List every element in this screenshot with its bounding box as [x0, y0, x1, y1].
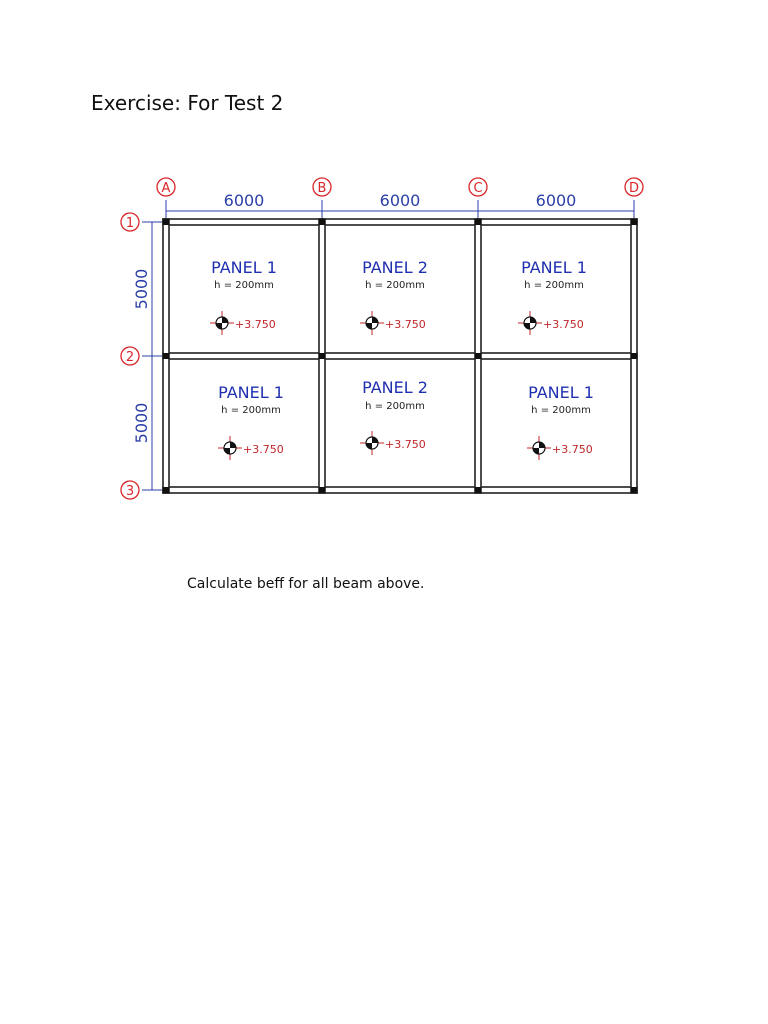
level-marker-icon	[518, 311, 542, 335]
level-value: +3.750	[385, 438, 426, 451]
level-marker-icon	[360, 431, 384, 455]
svg-text:C: C	[473, 181, 483, 196]
level-value: +3.750	[552, 443, 593, 456]
level-value: +3.750	[543, 318, 584, 331]
level-marker-icon	[218, 436, 242, 460]
panel-name: PANEL 1	[218, 383, 284, 402]
panel-name: PANEL 2	[362, 378, 428, 397]
panel-a1-b2	[210, 258, 277, 335]
svg-text:2: 2	[125, 350, 135, 365]
grid-bubble-3	[121, 481, 139, 499]
span-dimension-bc: 6000	[379, 191, 421, 210]
grid-bubble-c	[469, 178, 487, 196]
beam-row-1	[163, 219, 637, 225]
panel-thickness: h = 200mm	[365, 280, 425, 291]
level-value: +3.750	[385, 318, 426, 331]
panel-c2-d3	[527, 383, 594, 460]
svg-text:A: A	[161, 181, 171, 196]
panel-name: PANEL 2	[362, 258, 428, 277]
span-dimension-23: 5000	[132, 402, 151, 444]
grid-bubble-d	[625, 178, 643, 196]
panel-name: PANEL 1	[211, 258, 277, 277]
grid-bubble-a	[157, 178, 175, 196]
level-value: +3.750	[235, 318, 276, 331]
level-marker-icon	[527, 436, 551, 460]
page-title: Exercise: For Test 2	[91, 91, 284, 115]
svg-text:B: B	[317, 181, 327, 196]
panel-b2-c3	[360, 378, 428, 455]
grid-bubble-2	[121, 347, 139, 365]
instruction-text: Calculate beff for all beam above.	[187, 576, 425, 592]
svg-text:1: 1	[125, 216, 135, 231]
span-dimension-cd: 6000	[535, 191, 577, 210]
panel-a2-b3	[218, 383, 284, 460]
panel-c1-d2	[518, 258, 587, 335]
level-marker-icon	[210, 311, 234, 335]
level-marker-icon	[360, 311, 384, 335]
beam-row-3	[163, 487, 637, 493]
panel-thickness: h = 200mm	[221, 405, 281, 416]
panel-thickness: h = 200mm	[531, 405, 591, 416]
panel-name: PANEL 1	[528, 383, 594, 402]
grid-bubble-b	[313, 178, 331, 196]
svg-text:3: 3	[125, 484, 135, 499]
beam-row-2	[163, 353, 637, 359]
level-value: +3.750	[243, 443, 284, 456]
panel-name: PANEL 1	[521, 258, 587, 277]
panel-thickness: h = 200mm	[365, 401, 425, 412]
span-dimension-ab: 6000	[223, 191, 265, 210]
panel-thickness: h = 200mm	[524, 280, 584, 291]
grid-bubble-1	[121, 213, 139, 231]
panel-thickness: h = 200mm	[214, 280, 274, 291]
panel-b1-c2	[360, 258, 428, 335]
span-dimension-12: 5000	[132, 268, 151, 310]
svg-text:D: D	[628, 181, 640, 196]
